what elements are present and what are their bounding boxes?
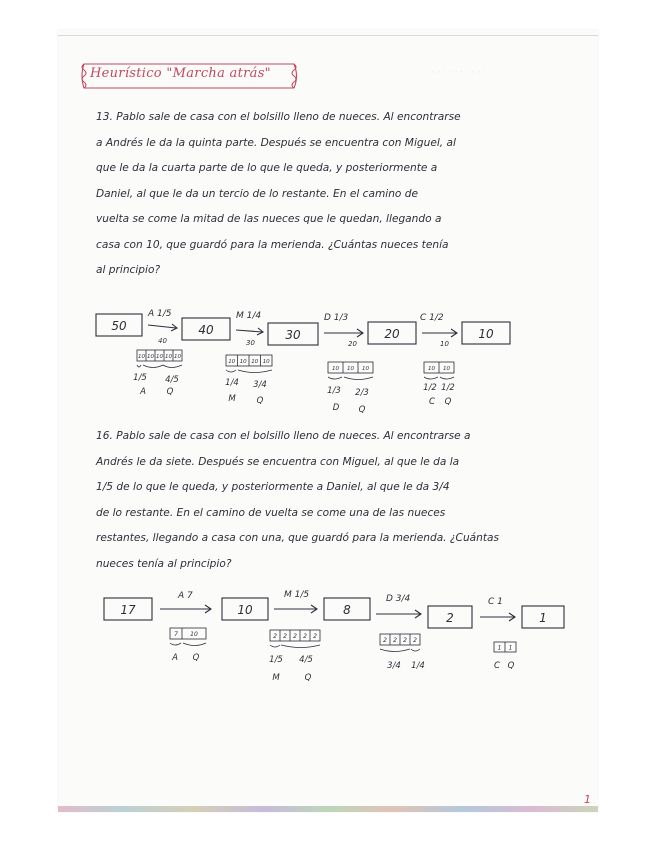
svg-text:2: 2 bbox=[303, 633, 307, 640]
svg-text:M: M bbox=[228, 394, 236, 404]
svg-text:1/5: 1/5 bbox=[133, 373, 147, 383]
svg-text:3/4: 3/4 bbox=[253, 380, 267, 390]
svg-text:Q: Q bbox=[192, 653, 200, 663]
arrow-sublabel: 20 bbox=[348, 340, 357, 348]
svg-text:1/5: 1/5 bbox=[269, 655, 283, 665]
svg-text:1: 1 bbox=[497, 644, 502, 652]
svg-text:1/2: 1/2 bbox=[423, 383, 437, 393]
svg-text:C: C bbox=[429, 397, 435, 407]
svg-text:2: 2 bbox=[446, 611, 454, 625]
svg-text:1: 1 bbox=[539, 611, 547, 625]
svg-text:3/4: 3/4 bbox=[387, 661, 401, 671]
svg-text:Q: Q bbox=[358, 405, 366, 415]
page-number: 1 bbox=[584, 793, 591, 806]
svg-text:10: 10 bbox=[443, 366, 450, 372]
svg-text:1/2: 1/2 bbox=[441, 383, 455, 393]
svg-text:D 3/4: D 3/4 bbox=[386, 594, 411, 604]
diagram-box-value: 50 bbox=[111, 319, 127, 333]
arrow-sublabel: 30 bbox=[246, 339, 255, 347]
svg-text:10: 10 bbox=[347, 366, 354, 372]
svg-text:4/5: 4/5 bbox=[299, 655, 313, 665]
svg-text:C: C bbox=[494, 661, 500, 671]
svg-text:10: 10 bbox=[138, 354, 145, 360]
svg-text:2/3: 2/3 bbox=[355, 388, 369, 398]
svg-text:2: 2 bbox=[383, 637, 387, 644]
diagram-box-value: 10 bbox=[478, 327, 494, 341]
problem-16-line: 1/5 de lo que le queda, y posteriormente a Daniel, al que le da 3/4 bbox=[96, 481, 450, 493]
svg-text:1: 1 bbox=[508, 644, 513, 652]
diagram-box-value: 40 bbox=[198, 323, 214, 337]
svg-text:10: 10 bbox=[251, 359, 259, 365]
svg-text:1/4: 1/4 bbox=[411, 661, 425, 671]
svg-text:A: A bbox=[172, 653, 178, 663]
problem-13-line: casa con 10, que guardó para la merienda. ¿Cuántas nueces tenía bbox=[96, 238, 449, 251]
svg-text:10: 10 bbox=[190, 631, 198, 638]
svg-text:M: M bbox=[272, 673, 280, 683]
diagram-box-value: 20 bbox=[384, 327, 400, 341]
svg-text:4/5: 4/5 bbox=[165, 375, 179, 385]
problem-13-line: que le da la cuarta parte de lo que le queda, y posteriormente a bbox=[96, 162, 438, 174]
svg-text:Q: Q bbox=[256, 396, 264, 406]
svg-text:A 7: A 7 bbox=[178, 591, 193, 601]
svg-text:M 1/5: M 1/5 bbox=[284, 590, 310, 600]
problem-16-line: nueces tenía al principio? bbox=[96, 557, 232, 570]
svg-text:10: 10 bbox=[332, 366, 339, 372]
svg-text:2: 2 bbox=[403, 637, 407, 644]
svg-text:8: 8 bbox=[343, 603, 351, 617]
svg-text:A: A bbox=[140, 387, 146, 397]
svg-text:2: 2 bbox=[283, 633, 287, 640]
problem-16-line: restantes, llegando a casa con una, que guardó para la merienda. ¿Cuántas bbox=[96, 532, 500, 544]
svg-text:10: 10 bbox=[362, 366, 369, 372]
svg-text:2: 2 bbox=[393, 637, 397, 644]
svg-text:10: 10 bbox=[147, 354, 154, 360]
problem-16-line: de lo restante. En el camino de vuelta se come una de las nueces bbox=[96, 506, 446, 519]
arrow-label: D 1/3 bbox=[324, 313, 349, 323]
svg-text:Q: Q bbox=[166, 387, 174, 397]
svg-text:10: 10 bbox=[237, 603, 253, 617]
svg-text:C 1: C 1 bbox=[488, 597, 503, 607]
svg-text:1/3: 1/3 bbox=[327, 386, 341, 396]
svg-text:Q: Q bbox=[444, 397, 452, 407]
problem-13-line: a Andrés le da la quinta parte. Después se encuentra con Miguel, al bbox=[96, 136, 456, 149]
arrow-label: C 1/2 bbox=[420, 313, 444, 323]
svg-text:2: 2 bbox=[413, 637, 417, 644]
svg-text:Q: Q bbox=[304, 673, 312, 683]
svg-text:10: 10 bbox=[262, 359, 270, 365]
svg-text:Q: Q bbox=[507, 661, 515, 671]
svg-text:10: 10 bbox=[428, 366, 435, 372]
svg-text:10: 10 bbox=[165, 354, 172, 360]
svg-text:7: 7 bbox=[174, 631, 178, 638]
problem-16-line: 16. Pablo sale de casa con el bolsillo lleno de nueces. Al encontrarse a bbox=[96, 430, 471, 442]
svg-text:1/4: 1/4 bbox=[225, 378, 239, 388]
arrow-label: A 1/5 bbox=[148, 309, 172, 319]
bleed-through: · · · · · · · · · · · · bbox=[420, 68, 486, 78]
svg-text:10: 10 bbox=[239, 359, 247, 365]
diagram-box-value: 30 bbox=[285, 328, 301, 342]
svg-text:2: 2 bbox=[313, 633, 317, 640]
svg-text:10: 10 bbox=[156, 354, 163, 360]
problem-16-line: Andrés le da siete. Después se encuentra con Miguel, al que le da la bbox=[96, 455, 460, 468]
problem-13-line: 13. Pablo sale de casa con el bolsillo lleno de nueces. Al encontrarse bbox=[96, 111, 461, 123]
svg-text:D: D bbox=[332, 403, 340, 413]
arrow-label: M 1/4 bbox=[236, 311, 262, 321]
svg-text:2: 2 bbox=[273, 633, 277, 640]
svg-text:10: 10 bbox=[228, 359, 236, 365]
problem-13-line: al principio? bbox=[96, 264, 161, 276]
svg-text:10: 10 bbox=[174, 354, 181, 360]
page-title: Heurístico "Marcha atrás" bbox=[90, 66, 271, 81]
problem-13-line: Daniel, al que le da un tercio de lo restante. En el camino de bbox=[96, 187, 419, 200]
arrow-sublabel: 10 bbox=[440, 340, 449, 348]
arrow-sublabel: 40 bbox=[158, 337, 167, 345]
svg-text:2: 2 bbox=[293, 633, 297, 640]
svg-text:17: 17 bbox=[120, 603, 136, 617]
problem-13-line: vuelta se come la mitad de las nueces que le quedan, llegando a bbox=[96, 213, 442, 225]
